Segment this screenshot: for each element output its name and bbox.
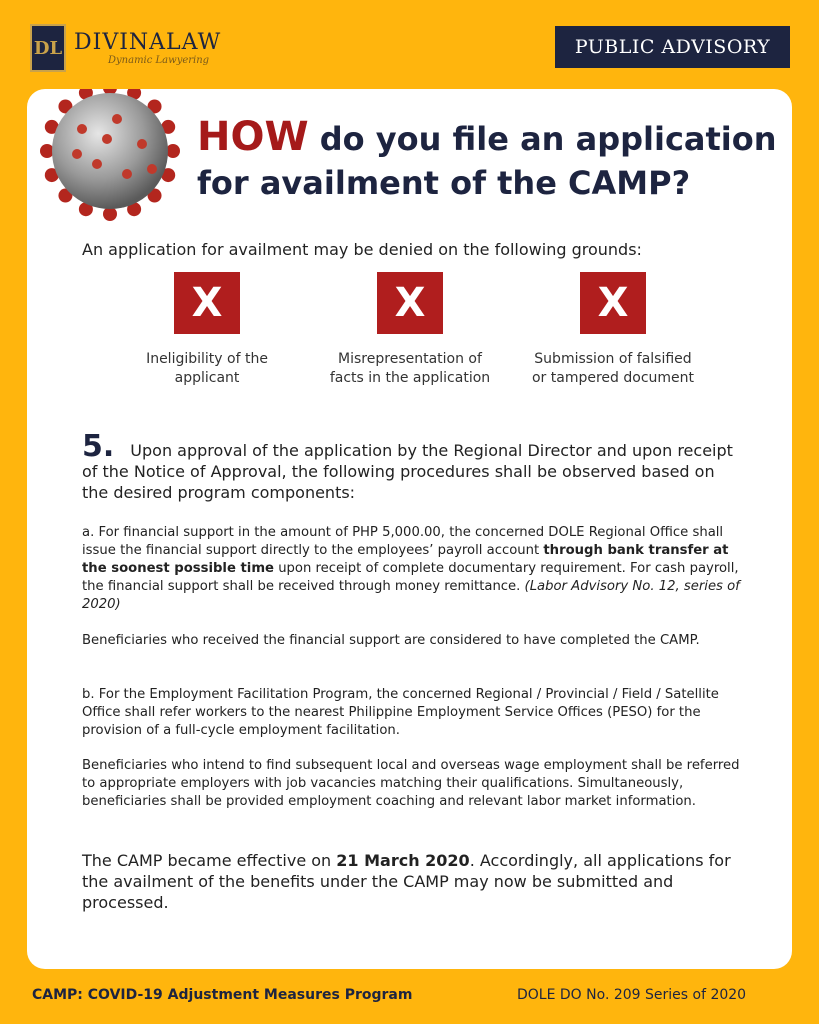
- logo-text: [74, 31, 221, 66]
- ground-misrepresentation: [310, 272, 510, 388]
- paragraph-a2: Beneficiaries who received the financial support are considered to have completed the CAMP.: [82, 633, 700, 648]
- title-line1: do you file an application: [308, 120, 777, 158]
- effective-date: 21 March 2020: [336, 851, 470, 870]
- ground-label: Submission of falsified or tampered document: [531, 351, 694, 386]
- closing-text: The CAMP became effective on: [82, 851, 337, 870]
- brand-tagline: Dynamic Lawyering: [108, 54, 210, 66]
- x-icon: X: [580, 272, 646, 334]
- footer-reference: DOLE DO No. 209 Series of 2020: [517, 987, 747, 1003]
- x-icon: X: [377, 272, 443, 334]
- page-title: [197, 115, 777, 205]
- public-advisory-badge: PUBLIC ADVISORY: [555, 26, 790, 68]
- grounds-intro: An application for availment may be denied on the following grounds:: [82, 240, 642, 259]
- brand-name: DIVINALAW: [74, 29, 222, 55]
- closing-text-after: . Accordingly, all applications for the availment of the benefits under the CAMP may now be submitted and processed.: [82, 851, 731, 912]
- ground-label: Ineligibility of the applicant: [146, 351, 268, 386]
- divinalaw-logo: [30, 24, 221, 72]
- para-a-citation: (Labor Advisory No. 12, series of 2020): [82, 579, 740, 612]
- para-a-text: a. For financial support in the amount of PHP 5,000.00, the concerned DOLE Regional Office shall issue the financial support directly to the employees’ payroll account: [82, 525, 724, 558]
- ground-ineligibility: [107, 272, 307, 388]
- footer-program-name: CAMP: COVID-19 Adjustment Measures Program: [32, 987, 413, 1003]
- ground-falsified-document: [513, 272, 713, 388]
- step-5: [82, 429, 737, 503]
- paragraph-a: [82, 524, 740, 614]
- title-emphasis: HOW: [197, 114, 309, 160]
- step-number: 5.: [82, 429, 115, 464]
- paragraph-b2: Beneficiaries who intend to find subsequent local and overseas wage employment shall be referred to appropriate employers with job vacancies matching their qualifications. Simultaneously, beneficiaries shall be provided employment coaching and relevant labor market information.: [82, 758, 740, 809]
- para-a-bold: through bank transfer at the soonest possible time: [82, 543, 729, 576]
- title-line2: for availment of the CAMP?: [197, 164, 691, 202]
- paragraph-b: b. For the Employment Facilitation Program, the concerned Regional / Provincial / Field / Satellite Office shall refer workers to the nearest Philippine Employment Service Offices (PESO) for the provision of a full-cycle employment facilitation.: [82, 687, 719, 738]
- step-text: Upon approval of the application by the Regional Director and upon receipt of the Notice of Approval, the following procedures shall be observed based on the desired program components:: [82, 441, 733, 502]
- x-icon: X: [174, 272, 240, 334]
- monogram-icon: DL: [30, 24, 66, 72]
- coronavirus-icon: [22, 89, 192, 224]
- closing-paragraph: [82, 850, 742, 913]
- ground-label: Misrepresentation of facts in the application: [329, 351, 491, 386]
- para-a-text-after: upon receipt of complete documentary requirement. For cash payroll, the financial support shall be received through money remittance.: [82, 561, 739, 594]
